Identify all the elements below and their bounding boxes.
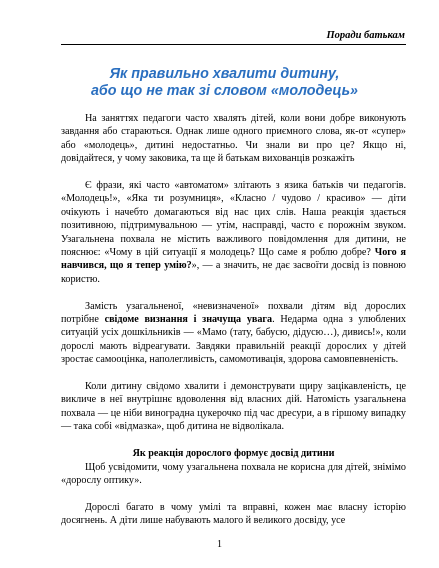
section-subheading: Як реакція дорослого формує досвід дитини bbox=[132, 448, 335, 460]
section-header: Поради батькам bbox=[326, 30, 405, 41]
paragraph-text: На заняттях педагоги часто хвалять дітей, коли вони добре виконують завдання або стараються. Однак лише одного приємного слова, як-от «супер» або «молодець», дитині недостатньо. Чи знали ви про це? Якщо ні, довідайтеся, у чому заковика, та ще й батькам вихованців розкажіть bbox=[61, 113, 406, 165]
paragraph-text: Є фрази, які часто «автоматом» злітають з язика батьків чи педагогів. «Молодець!», «Яка ти розумниця», «Класно / чудово / красиво» — діти очікують і начебто домагаються від нас цих слів. Наша реакція здається позитивною, підтримувальною — утім, насправді, часто є порожнім звуком. Узагальнена похвала не містить важливого повідомлення для дитини, не пояснює: «Чому в цій ситуації я молодець? Що саме я роблю добре? bbox=[61, 180, 406, 259]
paragraph bbox=[61, 501, 406, 528]
paragraph-text: Щоб усвідомити, чому узагальнена похвала не корисна для дітей, знімімо «дорослу оптику». bbox=[61, 461, 406, 486]
paragraph bbox=[61, 179, 406, 286]
article-title bbox=[40, 66, 409, 100]
article-body bbox=[61, 112, 406, 541]
header-rule bbox=[61, 44, 406, 45]
paragraph-text: Коли дитину свідомо хвалити і демонструвати щиру зацікавленість, це викличе в неї внутрішнє вдоволення від власних дій. Натомість узагальнена похвала — це ніби виноградна цукерочко під час дресури, а в гіршому випадку — така собі «відмазка», щоб дитина не відволікала. bbox=[61, 381, 406, 433]
paragraph bbox=[61, 112, 406, 166]
paragraph-text: », — а значить, не дає засвоїти досвід із повною користю. bbox=[61, 260, 406, 285]
paragraph bbox=[61, 380, 406, 434]
paragraph-bold-text: Чого я навчився, що я тепер умію? bbox=[61, 247, 406, 272]
paragraph-text: Замість узагальненої, «невизначеної» похвали дітям від дорослих потрібне bbox=[61, 300, 406, 326]
paragraph bbox=[61, 300, 406, 367]
page-number: 1 bbox=[217, 539, 222, 550]
title-line-2: або що не так зі словом «молодець» bbox=[90, 83, 359, 99]
paragraph-text: Дорослі багато в чому умілі та вправні, кожен має власну історію досягнень. А діти лише набувають малого й великого досвіду, усе bbox=[61, 501, 406, 527]
paragraph-text: . Недарма одна з улюблених ситуацій усіх дошкільників — «Мамо (тату, бабусю, дідусю…), дивись!», коли дорослі мають відреагувати. Завдяки правильній реакції дорослих у дітей зростає самооцінка, наполегливість, самомотивація, здорова самовпевненість. bbox=[61, 314, 406, 366]
paragraph-bold-text: свідоме визнання і значуща увага bbox=[104, 314, 273, 326]
paragraph bbox=[61, 461, 406, 488]
title-line-1: Як правильно хвалити дитину, bbox=[109, 66, 340, 82]
